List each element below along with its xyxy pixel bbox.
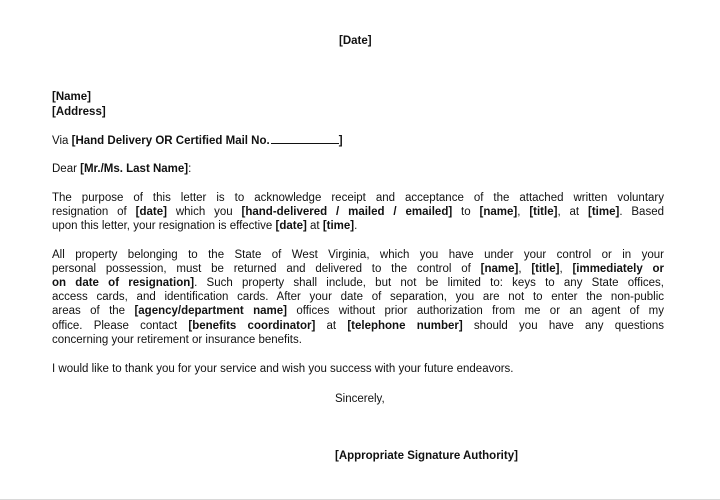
text: resignation of: [52, 206, 136, 218]
text: should you have any questions: [462, 320, 664, 332]
paragraph-3: I would like to thank you for your service and wish you success with your future endeavors.: [52, 363, 514, 375]
placeholder-return-timing: on date of resignation]: [52, 277, 195, 289]
text: areas of the: [52, 305, 135, 317]
closing: Sincerely,: [335, 393, 385, 405]
signature-authority: [Appropriate Signature Authority]: [335, 450, 518, 462]
text: at: [306, 220, 323, 232]
placeholder-agency: [agency/department name]: [134, 305, 287, 317]
placeholder-return-timing: [immediately or: [572, 263, 665, 275]
paragraph-2-line-3: [52, 276, 664, 290]
recipient-name: [Name]: [52, 91, 91, 103]
paragraph-2-line-1: All property belonging to the State of West Virginia, which you have under your control or in your: [52, 249, 664, 261]
text: ,: [517, 206, 530, 218]
recipient-address: [Address]: [52, 106, 106, 118]
placeholder-name: [name]: [479, 206, 518, 218]
via-prefix: Via: [52, 135, 72, 147]
paragraph-2-line-7: concerning your retirement or insurance benefits.: [52, 334, 302, 346]
text: upon this letter, your resignation is effective: [52, 220, 276, 232]
paragraph-2-line-2: [52, 262, 664, 276]
paragraph-1-line-2: [52, 205, 664, 219]
text: , at: [557, 206, 588, 218]
text: . Such property shall include, but not be limited to: keys to any State offices,: [194, 277, 664, 289]
salutation-name: [Mr./Ms. Last Name]: [80, 163, 189, 175]
mail-number-blank: [271, 133, 339, 144]
paragraph-2-line-4: access cards, and identification cards. After your date of separation, you are not to enter the non-public: [52, 291, 664, 303]
text: at: [315, 320, 348, 332]
text: offices without prior authorization from me or an agent of my: [286, 305, 664, 317]
delivery-method-line: [52, 133, 343, 148]
placeholder-time: [time]: [322, 220, 355, 232]
delivery-method: [Hand Delivery OR Certified Mail No.: [71, 135, 270, 147]
placeholder-telephone: [telephone number]: [347, 320, 463, 332]
text: . Based: [619, 206, 664, 218]
placeholder-date: [date]: [275, 220, 307, 232]
placeholder-title: [title]: [529, 206, 558, 218]
text: .: [354, 220, 358, 232]
paragraph-1-line-3: [52, 219, 664, 233]
text: ,: [518, 263, 532, 275]
placeholder-delivery: [hand-delivered / mailed / emailed]: [241, 206, 453, 218]
placeholder-name: [name]: [480, 263, 519, 275]
text: to: [452, 206, 480, 218]
salutation: [52, 162, 191, 176]
placeholder-title: [title]: [531, 263, 560, 275]
salutation-prefix: Dear: [52, 163, 81, 175]
delivery-method-close: ]: [338, 135, 343, 147]
placeholder-time: [time]: [588, 206, 620, 218]
placeholder-date: [date]: [135, 206, 167, 218]
paragraph-1-line-1: The purpose of this letter is to acknowledge receipt and acceptance of the attached written voluntary: [52, 192, 664, 204]
text: personal possession, must be returned and delivered to the control of: [52, 263, 481, 275]
paragraph-2-line-6: [52, 319, 664, 333]
text: ,: [559, 263, 573, 275]
text: which you: [166, 206, 242, 218]
paragraph-2-line-5: [52, 304, 664, 318]
text: office. Please contact: [52, 320, 189, 332]
placeholder-benefits-coordinator: [benefits coordinator]: [188, 320, 316, 332]
salutation-suffix: :: [188, 163, 192, 175]
letter-date: [Date]: [339, 35, 372, 47]
